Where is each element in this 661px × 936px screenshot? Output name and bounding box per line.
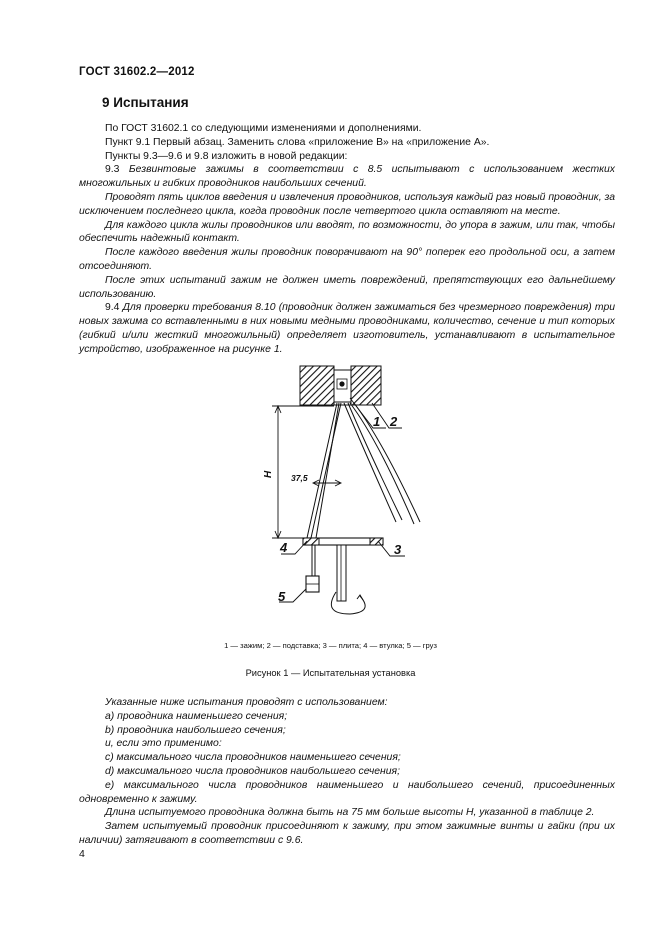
- conductors: [307, 403, 420, 538]
- label-offset: 37,5: [291, 473, 308, 483]
- bushing-and-weight: [306, 545, 319, 592]
- figure-title: Рисунок 1 — Испытательная установка: [245, 668, 416, 678]
- paragraph-text: Для каждого цикла жилы проводников или вводят, по возможности, до упора в зажим, или так, чтобы обеспечить надежный контакт.: [79, 219, 615, 245]
- intro-line: Пункты 9.3—9.6 и 9.8 изложить в новой редакции:: [105, 150, 348, 162]
- paragraph-text: Проводят пять циклов введения и извлечения проводников, используя каждый раз новый проводник, за исключением последнего цикла, когда проводник после четвертого цикла оставляют на месте.: [79, 191, 615, 217]
- plate: [303, 538, 383, 545]
- paragraph-text: После этих испытаний зажим не должен иметь повреждений, препятствующих его дальнейшему использованию.: [79, 274, 615, 300]
- tests-intro: Указанные ниже испытания проводят с использованием:: [105, 697, 388, 708]
- label-5: 5: [278, 589, 286, 604]
- clause-number: 9.3: [105, 164, 120, 176]
- tests-body: [79, 696, 615, 848]
- clause-text: Для проверки требования 8.10 (проводник должен зажиматься без чрезмерного повреждения) три новых зажима со вставленными в них новыми медными проводниками, количество, сечение и тип которых (гибкий и/или жесткий многожильный) определяет изготовитель, устанавливают в испытательное устройство, изображенное на рисунке 1.: [79, 302, 615, 355]
- paragraph-text: Затем испытуемый проводник присоединяют к зажиму, при этом зажимные винты и гайки (при их наличии) затягивают в соответствии с 9.6.: [79, 821, 615, 846]
- label-4: 4: [280, 540, 288, 555]
- paragraph-text: Длина испытуемого проводника должна быть на 75 мм больше высоты H, указанной в таблице 2.: [105, 807, 595, 819]
- intro-line: Пункт 9.1 Первый абзац. Заменить слова «приложение B» на «приложение A».: [105, 136, 490, 148]
- list-item: e) максимального числа проводников наименьшего и наибольшего сечений, присоединенных одновременно к зажиму.: [79, 779, 615, 805]
- label-1: 1: [373, 414, 381, 429]
- list-item: a) проводника наименьшего сечения;: [105, 710, 288, 722]
- figure-legend: 1 — зажим; 2 — подставка; 3 — плита; 4 — втулка; 5 — груз: [224, 641, 437, 650]
- list-item: c) максимального числа проводников наименьшего сечения;: [105, 752, 401, 764]
- label-height: H: [263, 470, 274, 478]
- paragraph-text: После каждого введения жилы проводник поворачивают на 90° поперек его продольной оси, а затем отсоединяют.: [79, 247, 615, 272]
- label-2: 2: [390, 414, 398, 429]
- clause-number: 9.4: [105, 302, 120, 314]
- offset-dimension: [313, 480, 341, 486]
- intro-line: По ГОСТ 31602.1 со следующими изменениями и дополнениями.: [105, 123, 422, 134]
- label-3: 3: [394, 542, 402, 557]
- page-number: 4: [79, 848, 85, 860]
- height-dimension: [272, 406, 334, 538]
- section-title: 9 Испытания: [102, 95, 189, 110]
- list-item: b) проводника наибольшего сечения;: [105, 724, 286, 736]
- shaft: [331, 545, 365, 614]
- list-item: d) максимального числа проводников наибольшего сечения;: [105, 765, 400, 777]
- clause-text: Безвинтовые зажимы в соответствии с 8.5 испытывают с использованием жестких многожильных и гибких проводников наибольших сечений.: [79, 164, 615, 190]
- list-item: и, если это применимо:: [105, 738, 222, 750]
- document-header: ГОСТ 31602.2—2012: [79, 66, 195, 78]
